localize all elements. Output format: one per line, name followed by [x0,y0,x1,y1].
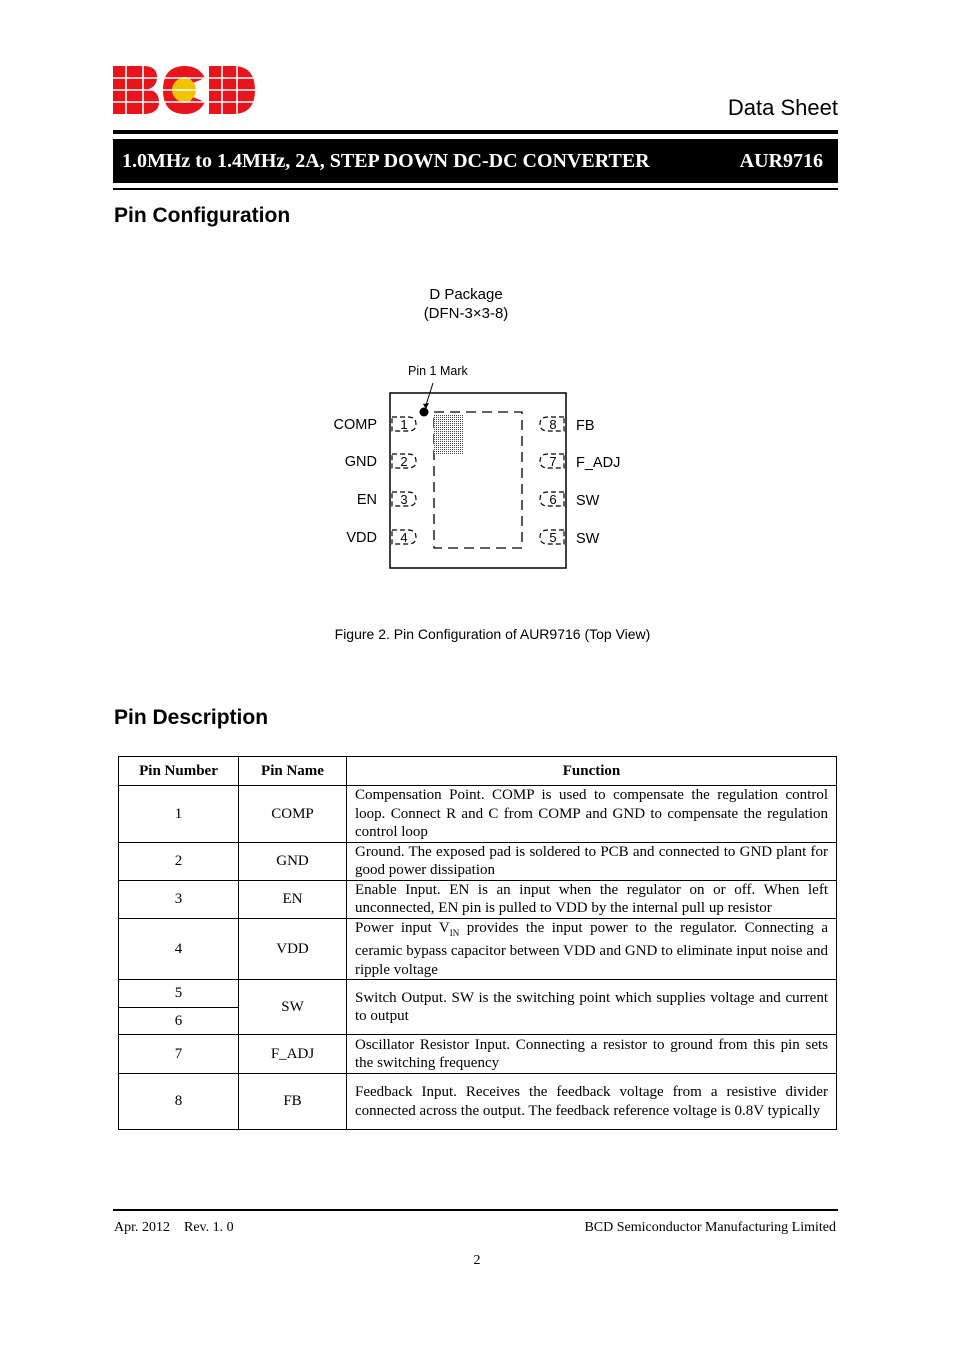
pin-row-left-4 [346,530,416,546]
page-number: 2 [473,1253,481,1268]
column-header: Function [347,757,837,786]
pin-label-left: COMP [333,417,377,433]
table-row [119,980,837,1008]
pin-number-cell: 8 [119,1074,239,1130]
pin-row-left-3 [357,492,416,508]
pin-name-cell: EN [239,880,347,918]
pin-function-cell: Ground. The exposed pad is soldered to PCB and connected to GND plant for good power dissipation [347,842,837,880]
pin-number-cell: 1 [119,786,239,843]
pin-diagram [320,355,640,585]
table-row [119,880,837,918]
pin-number: 6 [549,492,557,507]
document-title: 1.0MHz to 1.4MHz, 2A, STEP DOWN DC-DC CONVERTER [122,150,650,172]
section-heading-pin-configuration: Pin Configuration [114,204,291,227]
section-heading-pin-description: Pin Description [114,706,269,729]
table-row [119,842,837,880]
pin-number: 2 [400,454,408,469]
function-subscript: IN [449,927,460,938]
pin1-hatch [434,414,463,454]
pin-label-left: VDD [346,530,377,546]
pin1-dot [420,408,429,417]
title-underline [113,188,838,190]
table-header-row [119,757,837,786]
function-text: provides the input power to the regulator. Connecting a ceramic bypass capacitor between VDD and GND to eliminate input noise and ripple voltage [355,919,828,978]
pin-number: 3 [400,492,408,507]
part-number: AUR9716 [739,150,823,172]
pin-number-cell: 4 [119,918,239,980]
pin1-mark-arrow [426,383,433,405]
pin-function-cell: Feedback Input. Receives the feedback voltage from a resistive divider connected across the output. The feedback reference voltage is 0.8V typically [347,1074,837,1130]
figure-caption: Figure 2. Pin Configuration of AUR9716 (Top View) [334,626,651,642]
pin-number-cell: 2 [119,842,239,880]
pin-row-left-2 [345,454,416,470]
pin-number-cell: 7 [119,1035,239,1074]
pin-row-right-7 [540,454,620,471]
pin-name-cell: COMP [239,786,347,843]
pin-row-right-5 [540,530,600,547]
pin-label-right: SW [576,493,600,509]
footer-company: BCD Semiconductor Manufacturing Limited [584,1220,836,1235]
table-row [119,786,837,843]
pin-number: 7 [549,454,557,469]
package-type: (DFN-3×3-8) [423,305,509,322]
pin-number-cell: 6 [119,1008,239,1035]
pin-label-right: FB [576,418,595,434]
pin-number-cell: 3 [119,880,239,918]
table-row [119,918,837,980]
pin-name-cell: FB [239,1074,347,1130]
footer-rule [113,1209,838,1211]
package-label [366,285,566,323]
column-header: Pin Name [239,757,347,786]
function-text: Power input V [355,919,450,936]
pin-label-left: GND [344,454,377,470]
package-name: D Package [429,286,503,303]
pin-label-right: F_ADJ [576,455,621,471]
pin-function-cell: Oscillator Resistor Input. Connecting a resistor to ground from this pin sets the switching frequency [347,1035,837,1074]
title-bar [113,139,838,183]
pin-number: 1 [400,417,408,432]
pin-number: 4 [400,530,408,545]
column-header: Pin Number [119,757,239,786]
pin-name-cell: GND [239,842,347,880]
pin-name-cell: F_ADJ [239,1035,347,1074]
pin-number: 5 [549,530,557,545]
pin-label-left: EN [356,492,377,508]
pin-name-cell: VDD [239,918,347,980]
pin-row-right-8 [540,417,595,434]
package-body [390,393,566,568]
footer-date-revision: Apr. 2012 Rev. 1. 0 [114,1220,234,1235]
pin-label-right: SW [576,531,600,547]
pin-function-cell: Enable Input. EN is an input when the regulator on or off. When left unconnected, EN pin is pulled to VDD by the internal pull up resistor [347,880,837,918]
table-row [119,1074,837,1130]
pin-function-cell: Switch Output. SW is the switching point which supplies voltage and current to output [347,980,837,1035]
header-rule [113,130,838,134]
pin-row-left-1 [334,417,417,433]
pin-number: 8 [549,417,557,432]
pin-function-cell: Compensation Point. COMP is used to compensate the regulation control loop. Connect R and C from COMP and GND to compensate the regulation control loop [347,786,837,843]
bcd-logo [113,64,255,116]
pin-row-right-6 [540,492,600,509]
table-row [119,1035,837,1074]
pin-description-table [118,756,837,1130]
pin1-mark-label: Pin 1 Mark [408,364,468,378]
doc-type-label: Data Sheet [727,95,838,120]
pin-function-cell [347,918,837,980]
pin-name-cell: SW [239,980,347,1035]
pin-number-cell: 5 [119,980,239,1008]
